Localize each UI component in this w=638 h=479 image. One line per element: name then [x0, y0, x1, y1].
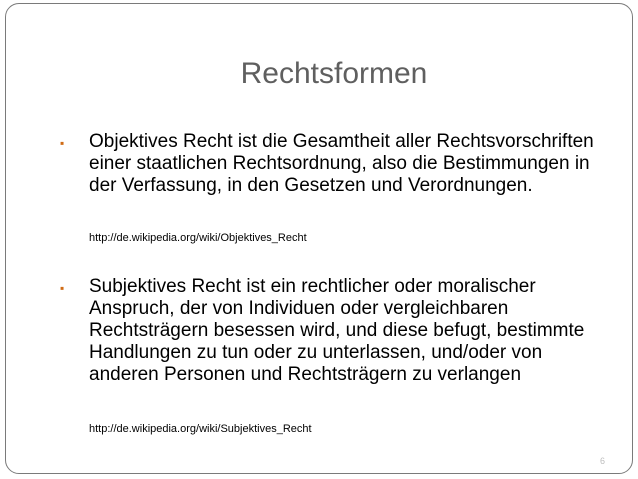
bullet-text: Subjektives Recht ist ein rechtlicher oder moralischer Anspruch, der von Individuen oder vergleichbaren Rechtsträgern besessen wird, und diese befugt, bestimmte Handlungen zu tun oder zu unterlassen, und/oder von anderen Personen und Rechtsträgern zu verlangen — [89, 276, 585, 385]
bullet-text: Objektives Recht ist die Gesamtheit aller Rechtsvorschriften einer staatlichen Rechtsordnung, also die Bestimmungen in der Verfassung, in den Gesetzen und Verordnungen. — [89, 131, 594, 196]
bullet-marker-icon: ▪ — [60, 281, 65, 295]
source-link[interactable]: http://de.wikipedia.org/wiki/Subjektives_Recht — [89, 423, 312, 435]
bullet-marker-icon: ▪ — [60, 136, 65, 150]
slide-number: 6 — [600, 456, 606, 466]
slide-title: Rechtsformen — [240, 57, 428, 90]
source-link[interactable]: http://de.wikipedia.org/wiki/Objektives_Recht — [89, 232, 307, 244]
